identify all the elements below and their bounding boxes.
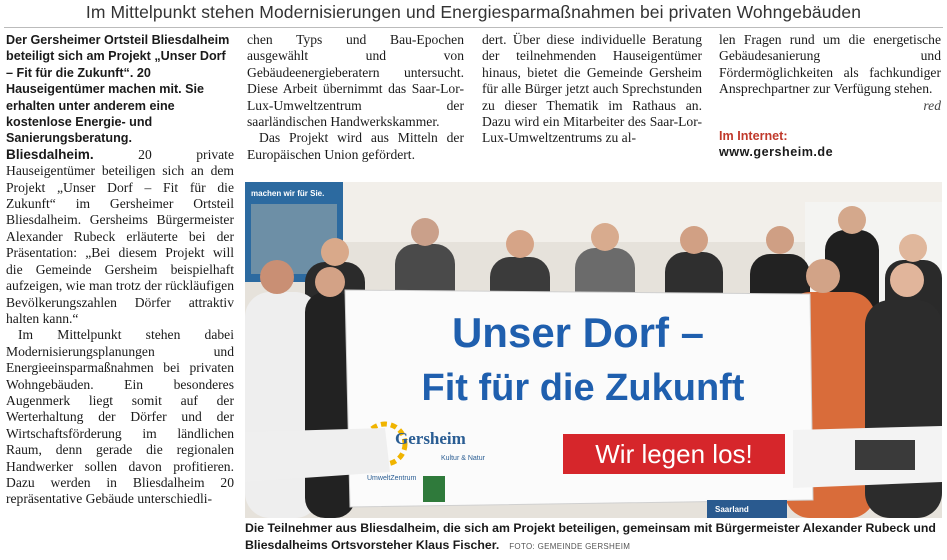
logo-small: UmweltZentrum [367, 475, 417, 482]
banner-line-1: Unser Dorf – [451, 309, 705, 356]
dateline: Bliesdalheim. [6, 146, 94, 162]
photo-caption [245, 520, 942, 555]
group-photo-illustration [245, 182, 942, 518]
paragraph-6: len Fragen rund um die energetische Gebäudesanierung und Fördermöglichkeiten als fachkundiger Ansprechpartner zur Verfügung stehen. [719, 32, 941, 97]
column-2 [247, 32, 464, 180]
author-signature: red [923, 97, 941, 113]
internet-label: Im Internet: [719, 129, 788, 144]
logo-text: Gersheim [395, 429, 466, 448]
photo-laptop [855, 440, 915, 470]
column-1 [6, 32, 234, 554]
paragraph-4: Das Projekt wird aus Mitteln der Europäischen Union gefördert. [247, 130, 464, 162]
photo-poster-text: machen wir für Sie. [251, 189, 325, 198]
article-headline: Im Mittelpunkt stehen Modernisierungen und Energiesparmaßnahmen bei privaten Wohngebäuden [85, 2, 862, 22]
paragraph-5: dert. Über diese individuelle Beratung der teilnehmenden Hauseigentümer hinaus, bietet die Gemeinde Gersheim für alle Bürger jetzt auch Sprechstunden zu dieser Thematik im Rathaus an. Dazu wird ein Mitarbeiter des Saar-Lor-Lux-Umweltzentrums zu al- [482, 32, 702, 146]
caption-text: Die Teilnehmer aus Bliesdalheim, die sich am Projekt beteiligen, gemeinsam mit Bürgermeister Alexander Rubeck und Bliesdalheims Ortsvorsteher Klaus Fischer. [245, 521, 936, 552]
banner-badge: Wir legen los! [595, 439, 753, 469]
headline-rule [4, 27, 943, 28]
paragraph-1 [6, 147, 234, 327]
photo-banner [345, 290, 813, 507]
banner-line-2: Fit für die Zukunft [421, 367, 745, 409]
logo-sub: Kultur & Natur [441, 455, 485, 462]
photo-saarland-text: Saarland [715, 505, 749, 514]
paragraph-2: Im Mittelpunkt stehen dabei Modernisierungsplanungen und Energieeinsparmaßnahmen bei privaten Wohngebäuden. Ein besonderes Augenmerk liegt somit auf der Werterhaltung der Dörfer und der Wirtschaftsförderung im ländlichen Raum, denn gerade die regionalen Handwerker sollen davon profitieren. Dazu werden in Bliesdalheim 20 repräsentative Gebäude unterschiedli- [6, 327, 234, 507]
paragraph-1-text: 20 private Hauseigentümer beteiligen sich an dem Projekt „Unser Dorf – Fit für die Zukunft“ im Gersheimer Ortsteil Bliesdalheim. Gersheims Bürgermeister Alexander Rubeck erläuterte bei der Präsentation: „Bei diesem Projekt will die Gemeinde Gersheim beispielhaft aufzeigen, wie man trotz der rückläufigen Bevölkerungszahlen Dörfer attraktiv halten kann.“ [6, 146, 234, 326]
logo-emblem [423, 476, 445, 502]
internet-link[interactable]: www.gersheim.de [719, 145, 834, 160]
paragraph-3: chen Typs und Bau-Epochen ausgewählt und von Gebäudeenergieberatern untersucht. Diese Arbeit übernimmt das Saar-Lor-Lux-Umweltzentrum der saarländischen Handwerkskammer. [247, 32, 464, 130]
group-photo [245, 182, 942, 518]
photo-credit: FOTO: GEMEINDE GERSHEIM [509, 541, 631, 551]
column-3 [482, 32, 702, 180]
article-lead: Der Gersheimer Ortsteil Bliesdalheim beteiligt sich am Projekt „Unser Dorf – Fit für die Zukunft“. 20 Hauseigentümer machen mit. Sie erhalten unter anderem eine kostenlose Energie- und Sanierungsberatung. [6, 33, 230, 146]
column-4 [719, 32, 941, 180]
